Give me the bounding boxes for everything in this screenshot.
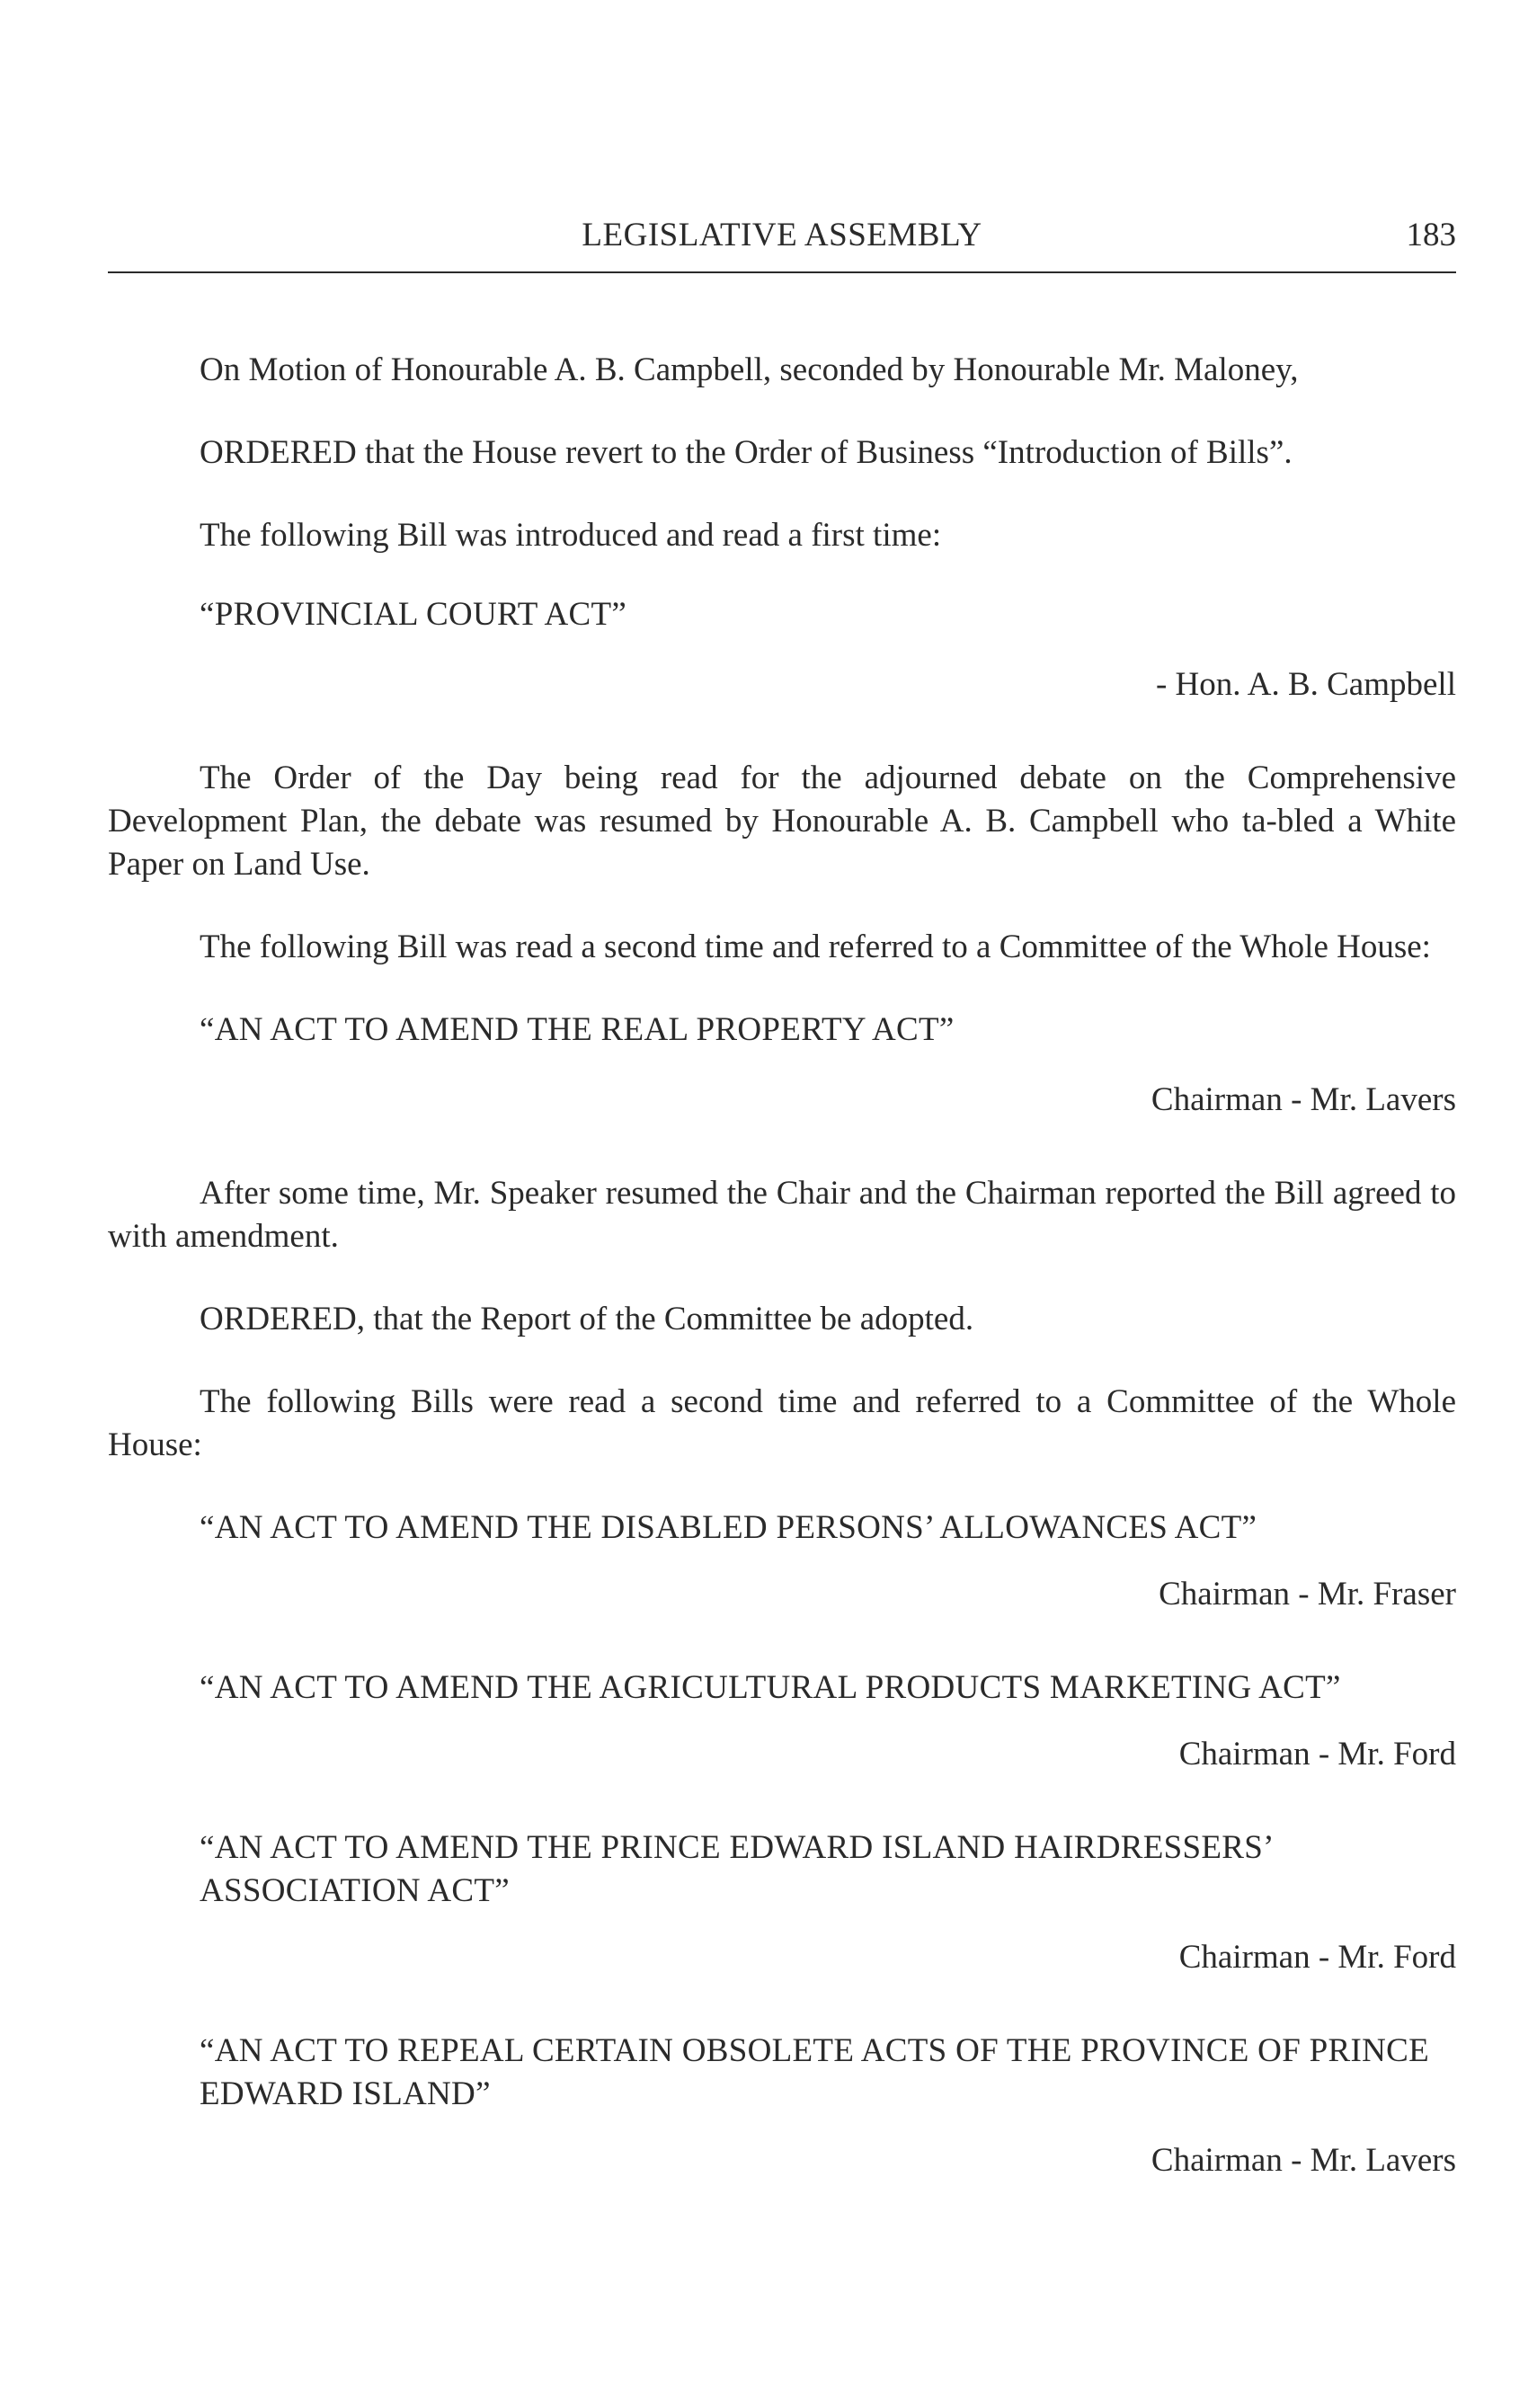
order-of-day-paragraph: The Order of the Day being read for the adjourned debate on the Comprehensive Development Plan, the debate was resumed by Honourable A. B. Campbell who ta-bled a White Paper on Land Use.: [108, 760, 1456, 883]
bill-chairman: Chairman - Mr. Ford: [1178, 1939, 1456, 1976]
speaker-resumed-paragraph: After some time, Mr. Speaker resumed the Chair and the Chairman reported the Bill agreed to with amendment.: [108, 1175, 1456, 1255]
bill-title-real-property: “AN ACT TO AMEND THE REAL PROPERTY ACT”: [200, 1011, 955, 1048]
second-reading-intro-single: The following Bill was read a second time and referred to a Committee of the Whole House:: [200, 929, 1431, 965]
page-title: LEGISLATIVE ASSEMBLY: [582, 217, 982, 253]
bill-title: “AN ACT TO AMEND THE DISABLED PERSONS’ ALLOWANCES ACT”: [200, 1509, 1257, 1546]
report-adopted-paragraph: ORDERED, that the Report of the Committee be adopted.: [200, 1301, 974, 1337]
motion-paragraph: On Motion of Honourable A. B. Campbell, seconded by Honourable Mr. Maloney,: [200, 351, 1299, 388]
bill-title: “AN ACT TO AMEND THE AGRICULTURAL PRODUCTS MARKETING ACT”: [200, 1669, 1341, 1706]
bill-sponsor: - Hon. A. B. Campbell: [1155, 666, 1456, 703]
bill-title: “AN ACT TO AMEND THE PRINCE EDWARD ISLAND HAIRDRESSERS’ ASSOCIATION ACT”: [200, 1829, 1273, 1909]
revert-order-paragraph: ORDERED that the House revert to the Order of Business “Introduction of Bills”.: [200, 434, 1293, 471]
bill-chairman: Chairman - Mr. Fraser: [1159, 1576, 1456, 1613]
second-reading-intro-multiple: The following Bills were read a second time and referred to a Committee of the Whole House:: [108, 1383, 1456, 1463]
bill-chairman: Chairman - Mr. Lavers: [1151, 1081, 1456, 1118]
page-body: [108, 349, 1456, 2233]
journal-page: [108, 0, 1456, 2408]
bill-chairman: Chairman - Mr. Ford: [1178, 1736, 1456, 1773]
page-header: [108, 209, 1456, 273]
bill-title: “AN ACT TO REPEAL CERTAIN OBSOLETE ACTS OF THE PROVINCE OF PRINCE EDWARD ISLAND”: [200, 2032, 1430, 2112]
first-reading-intro: The following Bill was introduced and read a first time:: [200, 517, 942, 554]
bill-chairman: Chairman - Mr. Lavers: [1151, 2142, 1456, 2179]
bill-title-provincial-court: “PROVINCIAL COURT ACT”: [200, 596, 627, 633]
page-number: 183: [1406, 217, 1456, 253]
